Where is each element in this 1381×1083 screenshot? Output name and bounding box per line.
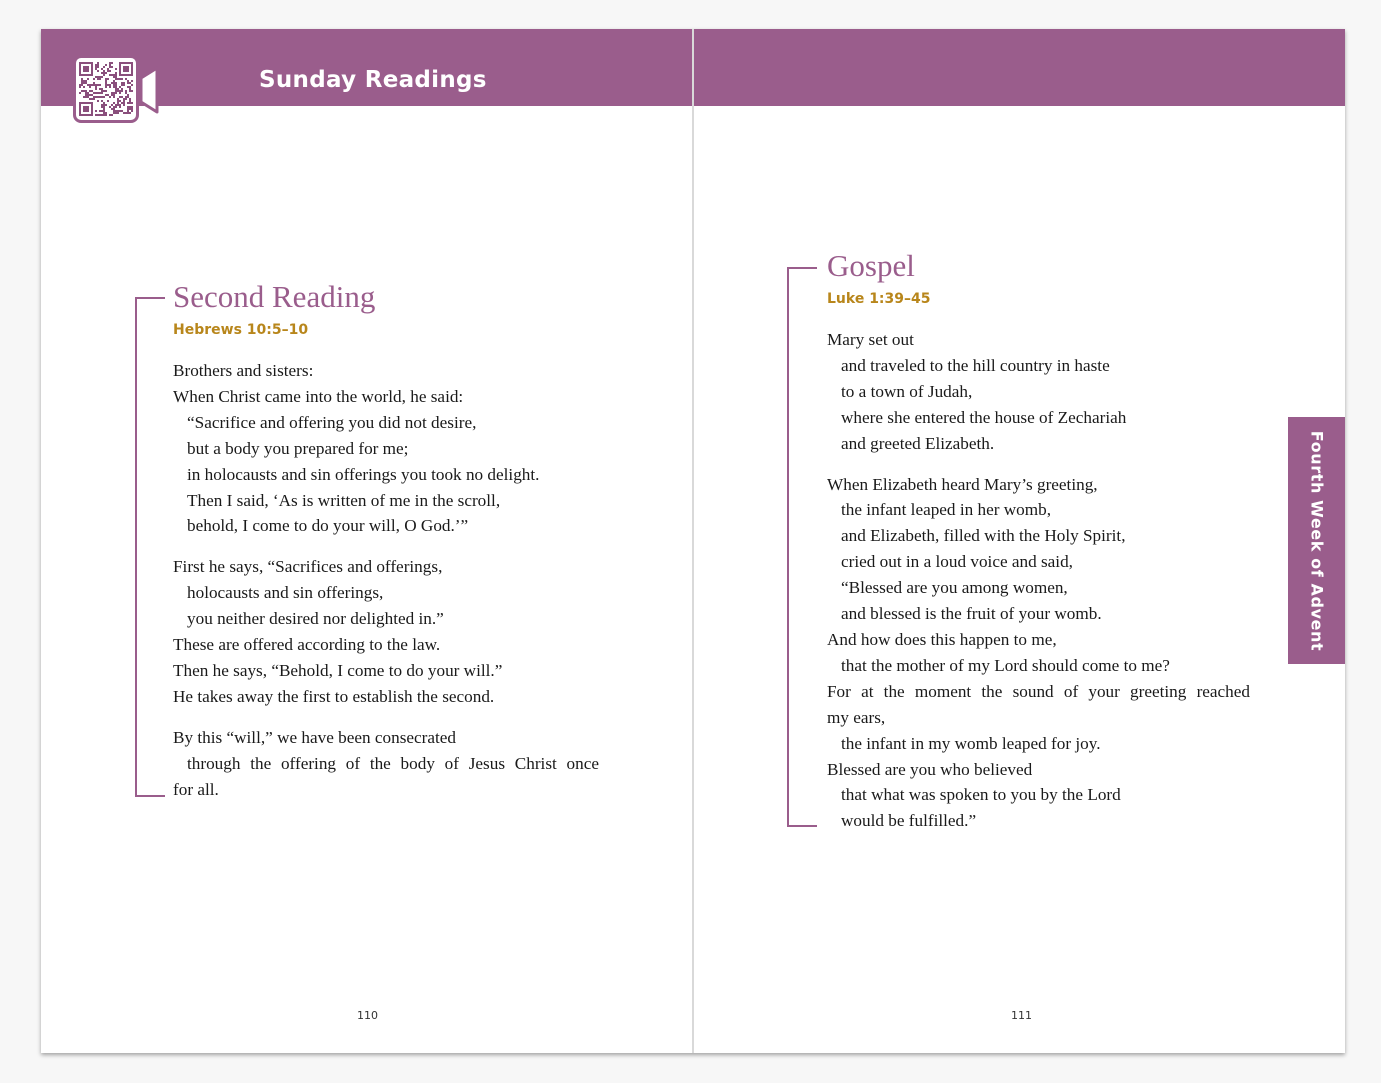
video-camera-icon: [139, 66, 159, 114]
verse-line: and Elizabeth, filled with the Holy Spirit,: [841, 526, 1126, 546]
verse-line: “Sacrifice and offering you did not desire,: [187, 412, 477, 432]
page-gutter: [692, 29, 694, 1053]
header-title: Sunday Readings: [259, 67, 487, 93]
verse-line: through the offering of the body of Jesus Christ once: [187, 753, 599, 773]
stanza: [173, 725, 599, 803]
gospel-title: Gospel: [827, 248, 915, 283]
verse-line: the infant in my womb leaped for joy.: [841, 733, 1101, 753]
verse-line: And how does this happen to me,: [827, 629, 1057, 649]
verse-line: cried out in a loud voice and said,: [841, 552, 1073, 572]
verse-line: Blessed are you who believed: [827, 759, 1033, 779]
verse-line: for all.: [173, 779, 219, 799]
book-spread: [41, 29, 1345, 1053]
verse-line: you neither desired nor delighted in.”: [187, 609, 444, 629]
stanza: [827, 327, 1250, 457]
verse-line: where she entered the house of Zechariah: [841, 407, 1127, 427]
verse-line: and traveled to the hill country in haste: [841, 355, 1110, 375]
verse-line: First he says, “Sacrifices and offerings,: [173, 557, 443, 577]
stanza: [173, 554, 599, 709]
verse-line: Then he says, “Behold, I come to do your will.”: [173, 660, 503, 680]
verse-line: would be fulfilled.”: [841, 811, 977, 831]
verse-line: in holocausts and sin offerings you took no delight.: [187, 464, 540, 484]
verse-line: to a town of Judah,: [841, 381, 973, 401]
verse-line: that what was spoken to you by the Lord: [841, 785, 1121, 805]
verse-line: These are offered according to the law.: [173, 635, 441, 655]
section-tab[interactable]: [1288, 417, 1345, 664]
stanza: [827, 472, 1250, 835]
page-number-left: 110: [357, 1009, 378, 1022]
verse-line: and greeted Elizabeth.: [841, 433, 995, 453]
verse-line: Then I said, ‘As is written of me in the scroll,: [187, 490, 501, 510]
gospel-reference: Luke 1:39–45: [827, 291, 931, 307]
section-tab-label: Fourth Week of Advent: [1307, 430, 1326, 651]
verse-line: holocausts and sin offerings,: [187, 583, 384, 603]
verse-line: my ears,: [827, 707, 886, 727]
stanza: [173, 358, 599, 539]
verse-line: “Blessed are you among women,: [841, 578, 1068, 598]
verse-line: Mary set out: [827, 330, 914, 349]
verse-line: the infant leaped in her womb,: [841, 500, 1052, 520]
header-band-right: [694, 29, 1345, 106]
verse-line: and blessed is the fruit of your womb.: [841, 604, 1102, 624]
page-number-right: 111: [1011, 1009, 1032, 1022]
verse-line: behold, I come to do your will, O God.’”: [187, 516, 469, 536]
verse-line: By this “will,” we have been consecrated: [173, 727, 457, 747]
verse-line: but a body you prepared for me;: [187, 438, 409, 458]
verse-line: When Elizabeth heard Mary’s greeting,: [827, 474, 1098, 494]
verse-line: Brothers and sisters:: [173, 361, 314, 380]
verse-line: that the mother of my Lord should come to me?: [841, 655, 1170, 675]
second-reading-reference: Hebrews 10:5–10: [173, 322, 309, 338]
second-reading-text: [173, 358, 599, 818]
verse-line: When Christ came into the world, he said:: [173, 386, 464, 406]
qr-code-icon[interactable]: [73, 55, 139, 123]
verse-line: For at the moment the sound of your greeting reached: [827, 681, 1250, 701]
gospel-text: [827, 327, 1250, 849]
verse-line: He takes away the first to establish the second.: [173, 686, 495, 706]
second-reading-title: Second Reading: [173, 279, 376, 314]
